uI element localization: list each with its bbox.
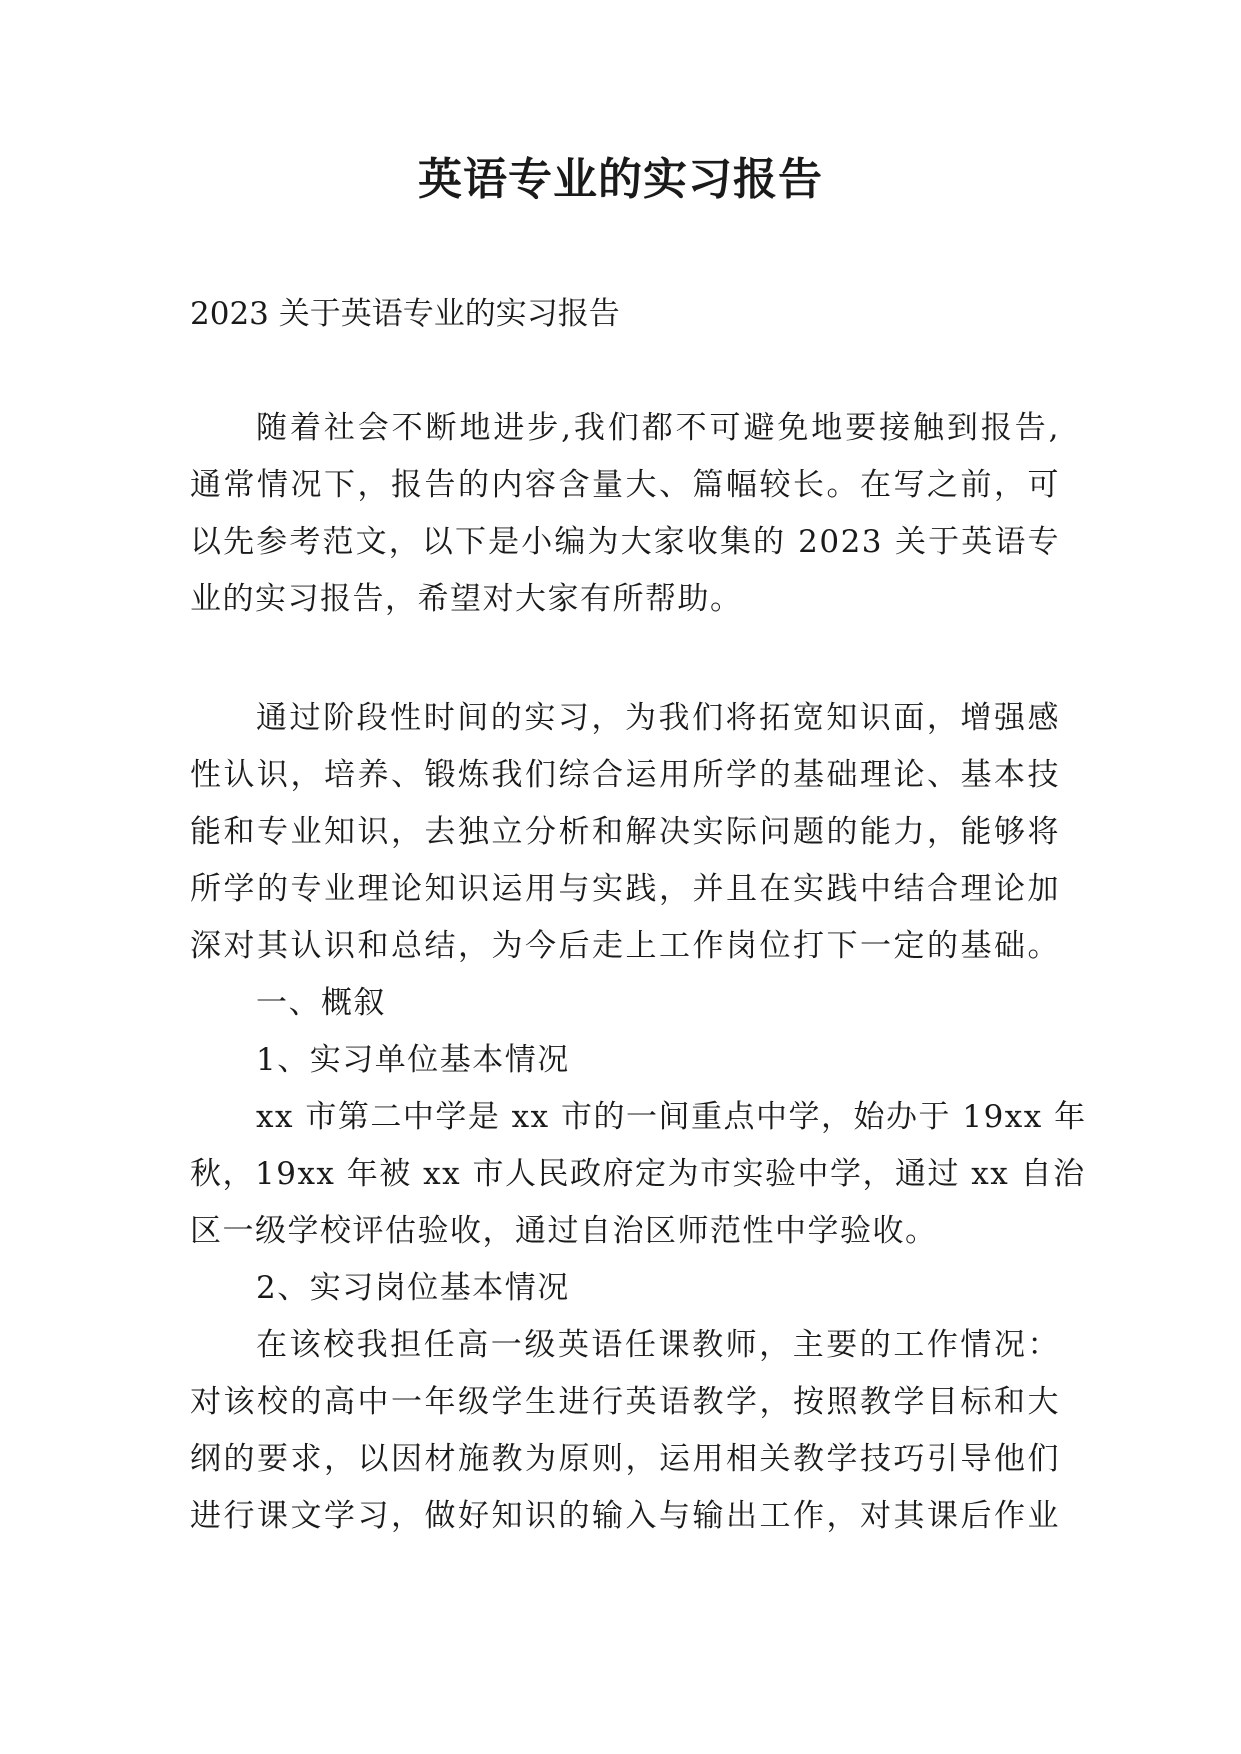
- body-paragraph: [190, 690, 1087, 1545]
- intro-line: 通常情况下，报告的内容含量大、篇幅较长。在写之前，可: [190, 467, 1060, 503]
- document-subtitle: 2023 关于英语专业的实习报告: [190, 296, 620, 332]
- intro-paragraph: [190, 400, 1060, 628]
- body-line: 区一级学校评估验收，通过自治区师范性中学验收。: [190, 1213, 938, 1249]
- body-line: 深对其认识和总结，为今后走上工作岗位打下一定的基础。: [190, 928, 1060, 964]
- subsection-heading: 2、实习岗位基本情况: [256, 1270, 570, 1306]
- body-line: 秋，19xx 年被 xx 市人民政府定为市实验中学，通过 xx 自治: [190, 1156, 1086, 1192]
- body-line: 进行课文学习，做好知识的输入与输出工作，对其课后作业: [190, 1498, 1060, 1534]
- intro-line: 业的实习报告，希望对大家有所帮助。: [190, 581, 743, 617]
- subsection-heading: 1、实习单位基本情况: [256, 1042, 570, 1078]
- intro-line: 随着社会不断地进步,我们都不可避免地要接触到报告,: [256, 410, 1060, 446]
- document-title: 英语专业的实习报告: [418, 154, 823, 205]
- body-line: 纲的要求，以因材施教为原则，运用相关教学技巧引导他们: [190, 1441, 1060, 1477]
- intro-line: 以先参考范文，以下是小编为大家收集的 2023 关于英语专: [190, 524, 1060, 560]
- body-line: 对该校的高中一年级学生进行英语教学，按照教学目标和大: [190, 1384, 1060, 1420]
- body-line: 所学的专业理论知识运用与实践，并且在实践中结合理论加: [190, 871, 1060, 907]
- body-line: 通过阶段性时间的实习，为我们将拓宽知识面，增强感: [256, 700, 1060, 736]
- body-line: 能和专业知识，去独立分析和解决实际问题的能力，能够将: [190, 814, 1060, 850]
- body-line: 性认识，培养、锻炼我们综合运用所学的基础理论、基本技: [190, 757, 1060, 793]
- section-heading: 一、概叙: [256, 985, 386, 1021]
- body-line: xx 市第二中学是 xx 市的一间重点中学，始办于 19xx 年: [256, 1099, 1087, 1135]
- body-line: 在该校我担任高一级英语任课教师，主要的工作情况：: [256, 1327, 1060, 1363]
